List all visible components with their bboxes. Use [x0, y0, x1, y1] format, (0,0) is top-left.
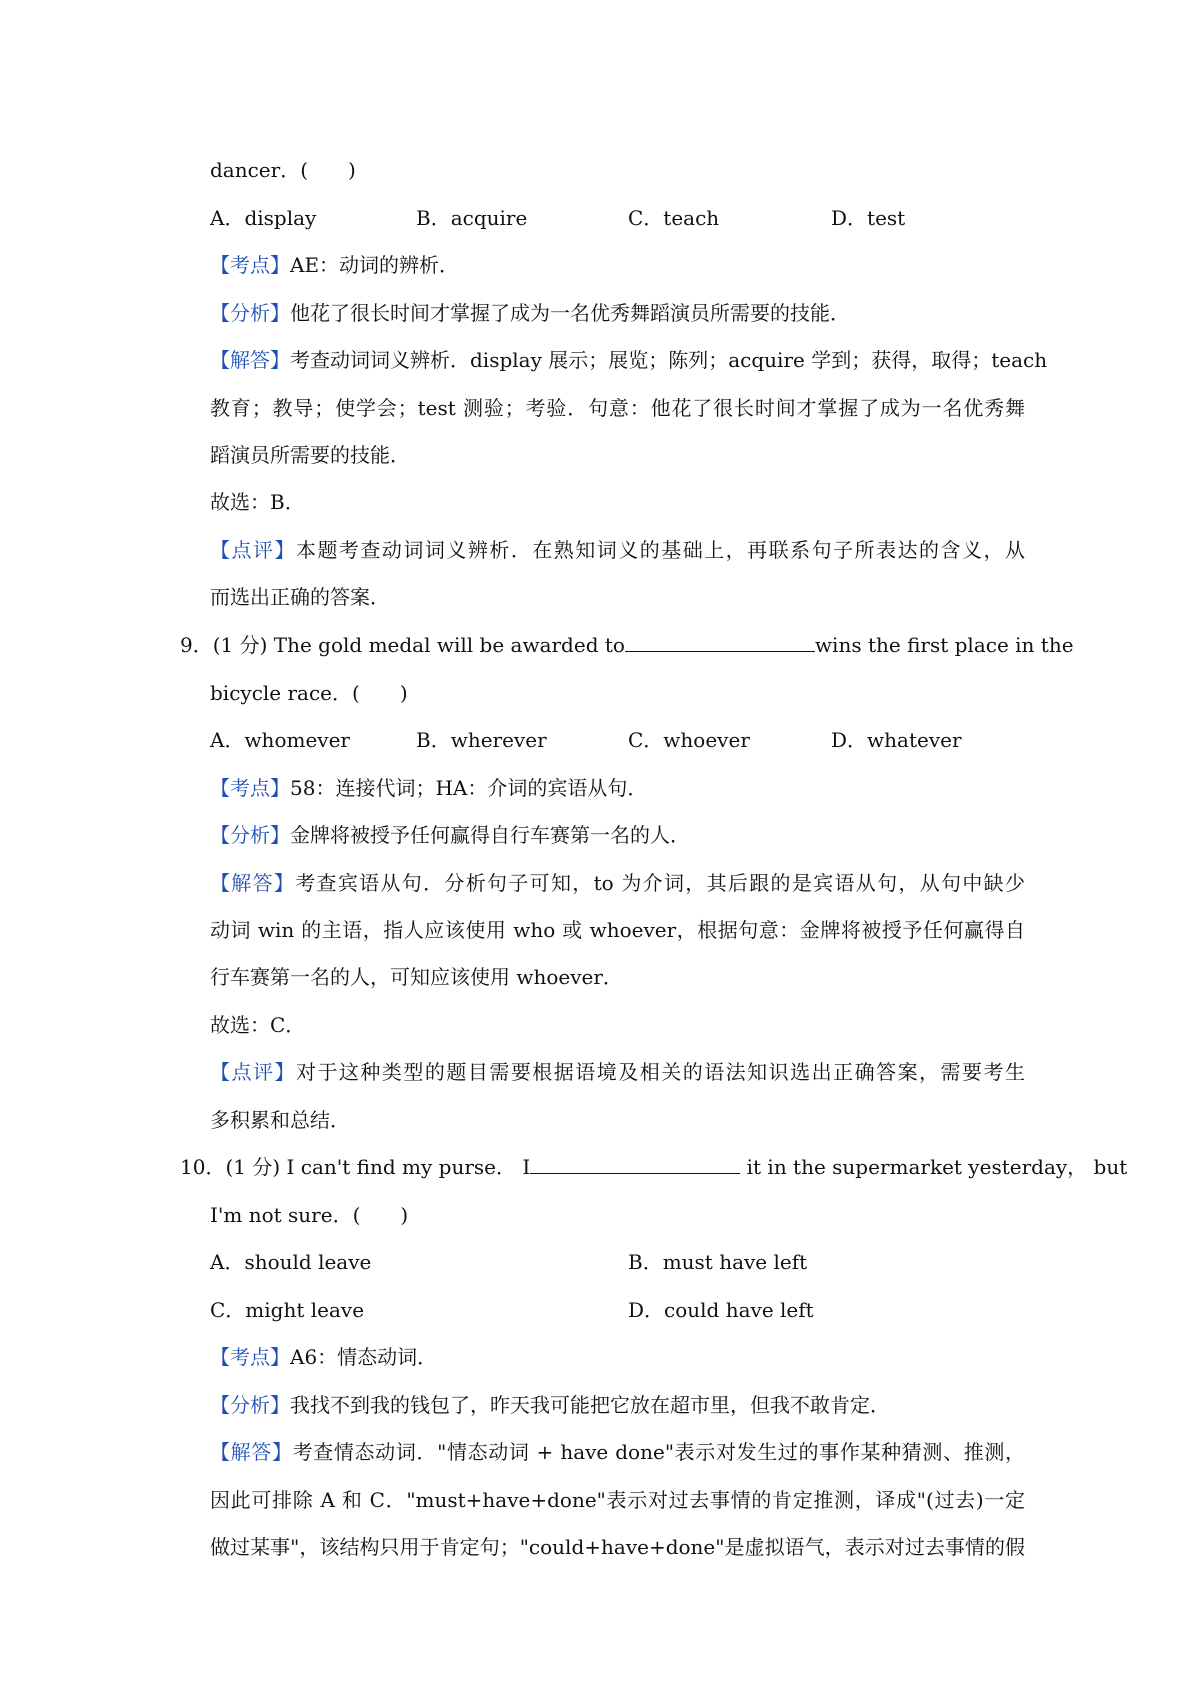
q8-option-d: D．test	[831, 206, 906, 230]
q9-option-d: D．whatever	[831, 728, 962, 752]
dianping-tag: 【点评】	[210, 538, 296, 562]
q9-kaodian-text: 58：连接代词；HA：介词的宾语从句．	[290, 776, 648, 800]
q8-jieda-line-3: 蹈演员所需要的技能．	[210, 443, 410, 467]
q10-option-d: D．could have left	[628, 1298, 814, 1322]
q10-option-c: C．might leave	[210, 1298, 365, 1322]
q10-stem-b: it in the supermarket yesterday， but	[746, 1155, 1128, 1179]
jieda-tag: 【解答】	[210, 1440, 293, 1464]
q9-answer-blank	[625, 633, 815, 652]
dianping-tag: 【点评】	[210, 1060, 296, 1084]
q9-fenxi-text: 金牌将被授予任何赢得自行车赛第一名的人．	[290, 823, 690, 847]
q9-option-c: C．whoever	[628, 728, 750, 752]
q8-fenxi-text: 他花了很长时间才掌握了成为一名优秀舞蹈演员所需要的技能．	[290, 301, 850, 325]
q10-jieda-text-1: 考查情态动词．"情态动词 + have done"表示对发生过的事作某种猜测、推测，	[292, 1440, 1026, 1464]
q8-dianping-line-1	[210, 536, 1025, 564]
q8-jieda-text-1: 考查动词词义辨析．display 展示；展览；陈列；acquire 学到；获得，取得；teach	[290, 348, 1048, 372]
q8-dianping-line-2: 而选出正确的答案．	[210, 585, 390, 609]
q8-kaodian	[210, 251, 1025, 279]
q9-stem-b: wins the first place in the	[814, 633, 1074, 657]
q9-option-a: A．whomever	[210, 728, 350, 752]
q10-option-a: A．should leave	[210, 1250, 372, 1274]
q10-stem-tail: I'm not sure．( )	[210, 1203, 409, 1227]
fenxi-tag: 【分析】	[210, 301, 290, 325]
q10-stem-line-1	[180, 1153, 1128, 1181]
q8-jieda-line-2: 教育；教导；使学会；test 测验；考验．句意：他花了很长时间才掌握了成为一名优秀舞	[210, 396, 1025, 420]
q8-answer: 故选：B．	[210, 490, 305, 514]
q10-answer-blank	[530, 1155, 740, 1174]
fenxi-tag: 【分析】	[210, 823, 290, 847]
q10-fenxi-text: 我找不到我的钱包了，昨天我可能把它放在超市里，但我不敢肯定．	[290, 1393, 890, 1417]
q9-option-b: B．wherever	[416, 728, 547, 752]
q10-jieda-line-3: 做过某事"，该结构只用于肯定句；"could+have+done"是虚拟语气，表示对过去事情的假	[210, 1535, 1025, 1559]
kaodian-tag: 【考点】	[210, 253, 290, 277]
q9-stem-tail: bicycle race．( )	[210, 681, 408, 705]
q8-jieda-line-1	[210, 346, 1048, 374]
q10-fenxi	[210, 1391, 1025, 1419]
q10-stem-a: 10．(1 分) I can't find my purse． I	[180, 1155, 531, 1179]
q9-stem-a: 9．(1 分) The gold medal will be awarded to	[180, 633, 625, 657]
q9-dianping-text-1: 对于这种类型的题目需要根据语境及相关的语法知识选出正确答案，需要考生	[295, 1060, 1026, 1084]
q8-dianping-text-1: 本题考查动词词义辨析．在熟知词义的基础上，再联系句子所表达的含义，从	[295, 538, 1026, 562]
q9-fenxi	[210, 821, 1025, 849]
q10-kaodian-text: A6：情态动词．	[290, 1345, 438, 1369]
jieda-tag: 【解答】	[210, 348, 290, 372]
q10-kaodian	[210, 1343, 1025, 1371]
q8-option-c: C．teach	[628, 206, 720, 230]
q9-dianping-line-2: 多积累和总结．	[210, 1108, 350, 1132]
q9-dianping-line-1	[210, 1058, 1025, 1086]
q10-jieda-line-1	[210, 1438, 1025, 1466]
q9-jieda-text-1: 考查宾语从句．分析句子可知，to 为介词，其后跟的是宾语从句，从句中缺少	[295, 871, 1025, 895]
q9-jieda-line-3: 行车赛第一名的人，可知应该使用 whoever．	[210, 965, 623, 989]
jieda-tag: 【解答】	[210, 871, 296, 895]
q9-answer: 故选：C．	[210, 1013, 306, 1037]
q8-kaodian-text: AE：动词的辨析．	[290, 253, 460, 277]
q10-jieda-line-2: 因此可排除 A 和 C．"must+have+done"表示对过去事情的肯定推测，译成"(过去)一定	[210, 1488, 1025, 1512]
q10-option-b: B．must have left	[628, 1250, 808, 1274]
kaodian-tag: 【考点】	[210, 776, 290, 800]
q8-option-a: A．display	[210, 206, 317, 230]
fenxi-tag: 【分析】	[210, 1393, 290, 1417]
kaodian-tag: 【考点】	[210, 1345, 290, 1369]
q8-fenxi	[210, 299, 1025, 327]
q9-jieda-line-1	[210, 869, 1025, 897]
q9-stem-line-1	[180, 631, 1074, 659]
q9-jieda-line-2: 动词 win 的主语，指人应该使用 who 或 whoever，根据句意：金牌将被授予任何赢得自	[210, 918, 1025, 942]
q8-option-b: B．acquire	[416, 206, 528, 230]
q9-kaodian	[210, 774, 1025, 802]
q8-stem-tail: dancer．( )	[210, 158, 356, 182]
